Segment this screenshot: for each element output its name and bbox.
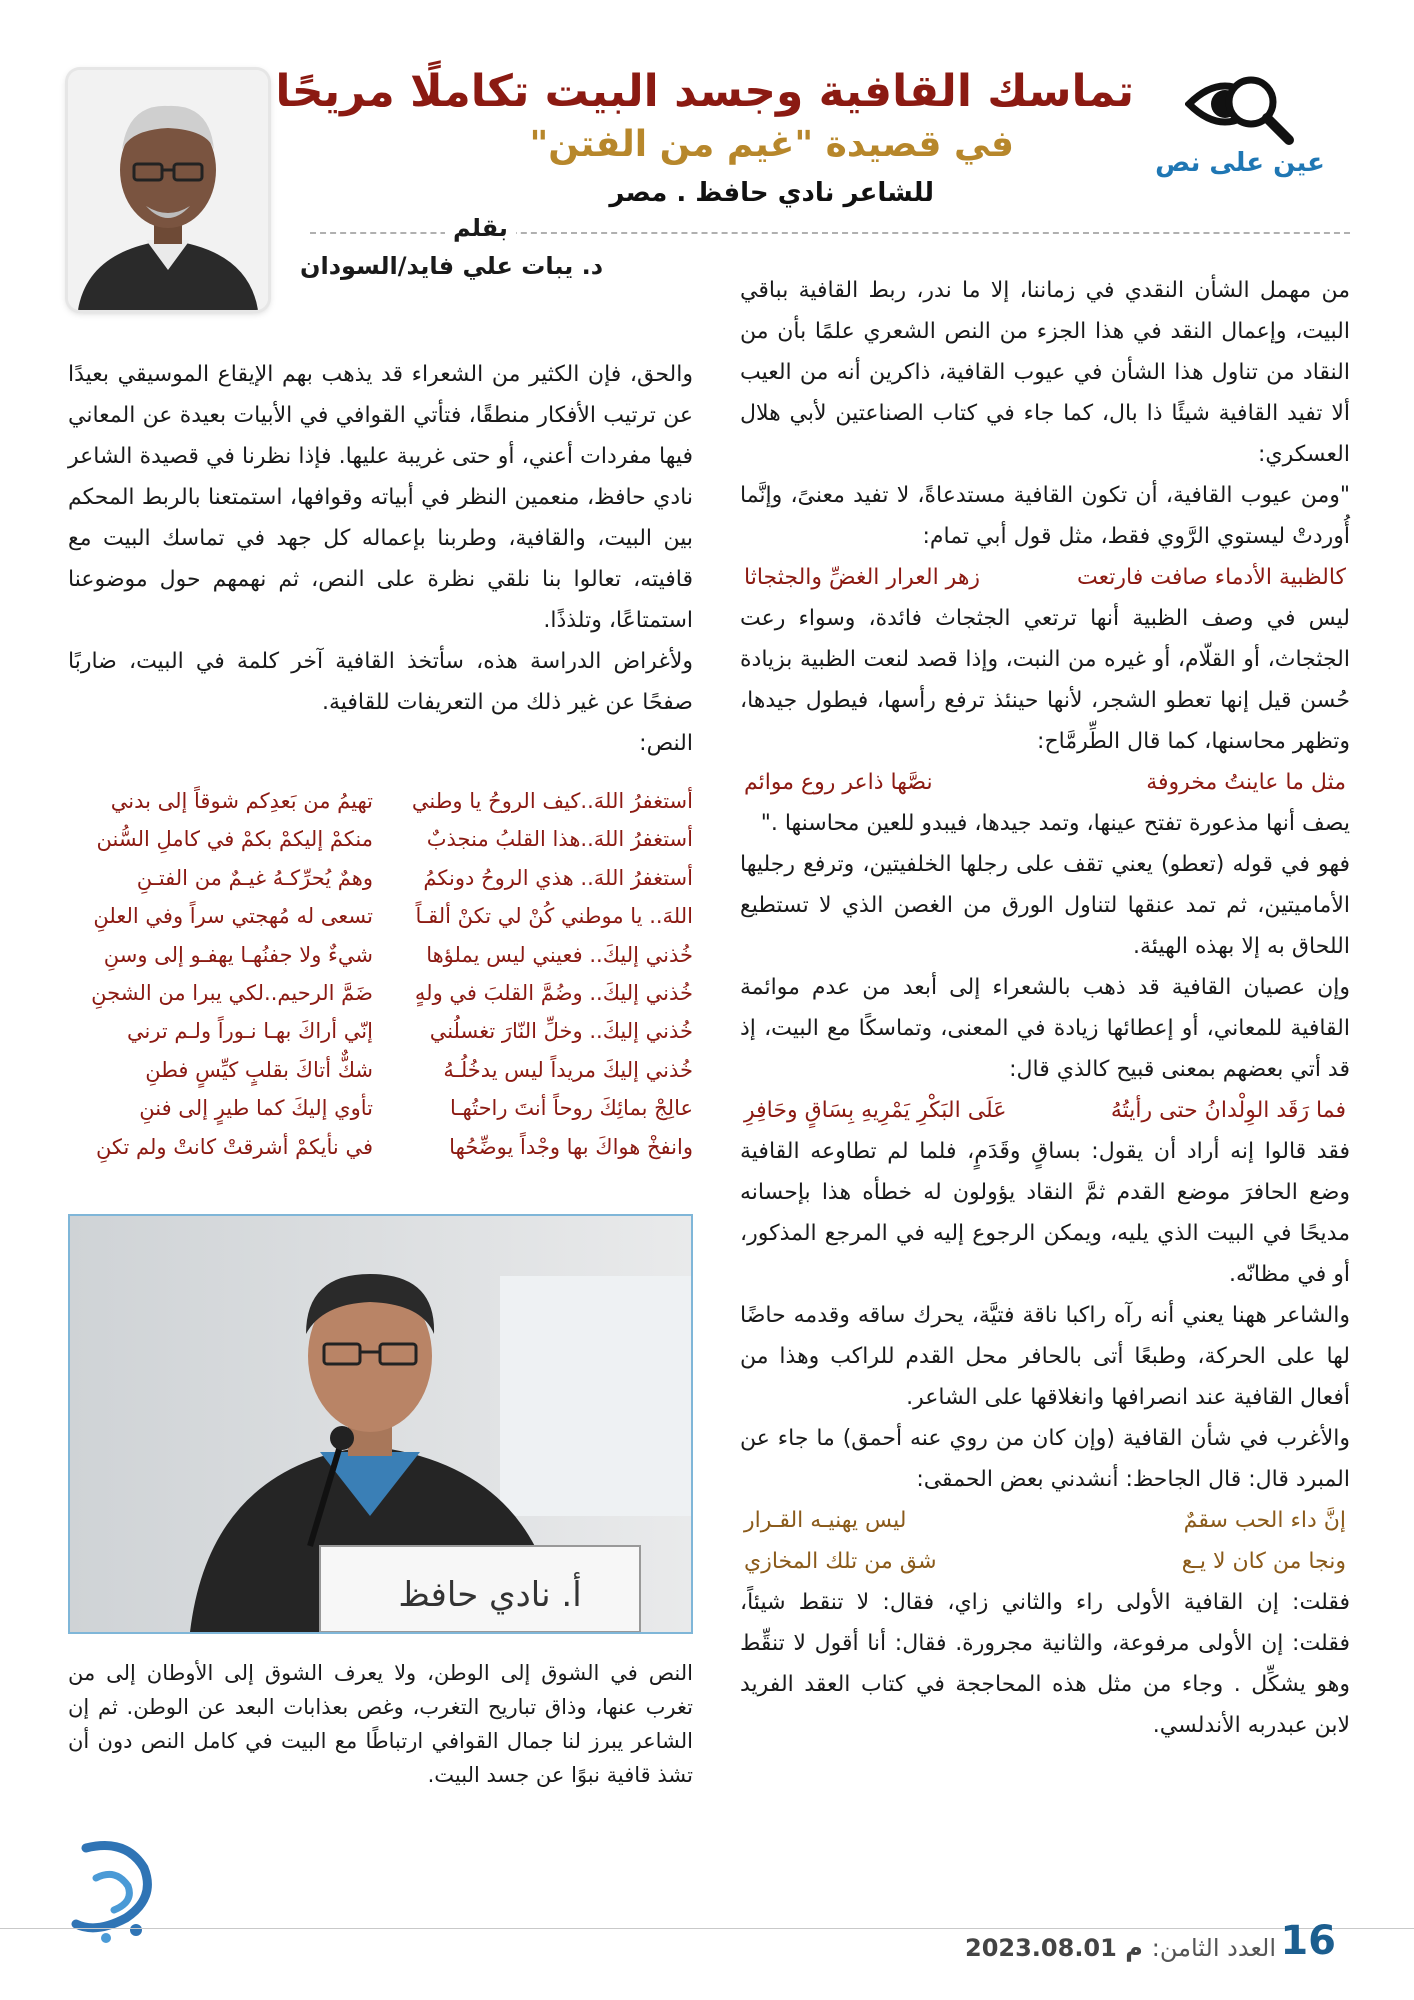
poem-row bbox=[68, 782, 693, 820]
poem-first-hemistich: خُذني إليكَ.. وخلِّ النّارَ تغسلُني bbox=[429, 1019, 693, 1044]
verse-hemistich: ونجا من كان لا يـع bbox=[1181, 1549, 1346, 1574]
poem-first-hemistich: أستغفرُ اللهَ..هذا القلبُ منجذبٌ bbox=[426, 827, 693, 852]
paragraph: والشاعر ههنا يعني أنه رآه راكبا ناقة فتيَّة، يحرك ساقه وقدمه حاضًا لها على الحركة، وطبعًا أتى بالحافر محل القدم للراكب وهذا من أفعال القافية عند انصرافها وانغلاقها على الشاعر. bbox=[740, 1303, 1350, 1410]
poem-row bbox=[68, 1051, 693, 1089]
byline-name: د. يبات علي فايد/السودان bbox=[300, 252, 604, 280]
poem-second-hemistich: منكمْ إليكمْ بكمْ في كاملِ السُّنن bbox=[96, 827, 373, 852]
verse-line bbox=[740, 762, 1350, 803]
poem-first-hemistich: اللهَ.. يا موطني كُنْ لي تكنْ ألقـاً bbox=[415, 904, 693, 929]
poet-at-microphone-illustration bbox=[70, 1216, 691, 1632]
verse-hemistich: عَلَى البَكْرِ يَمْرِيهِ بِسَاقٍ وحَافِرِ bbox=[744, 1098, 1007, 1123]
paragraph: يصف أنها مذعورة تفتح عينها، وتمد جيدها، فيبدو للعين محاسنها ." bbox=[760, 811, 1350, 836]
page-number: 16 bbox=[1280, 1918, 1336, 1964]
poet-line: للشاعر نادي حافظ . مصر bbox=[609, 178, 934, 208]
poem-first-hemistich: خُذني إليكَ مريداً ليس يدخُلُـهُ bbox=[443, 1057, 693, 1082]
poem-second-hemistich: وهمٌ يُحرِّكـهُ غيـمٌ من الفتـنِ bbox=[136, 865, 373, 890]
poem-first-hemistich: عالِجْ بمائِكَ روحاً أنتَ راحتُهـا bbox=[450, 1096, 693, 1121]
paragraph: والحق، فإن الكثير من الشعراء قد يذهب بهم الإيقاع الموسيقي بعيدًا عن ترتيب الأفكار منطقًا، فتأتي القوافي في الأبيات بعيدة عن المعاني فيها مفردات أعني، أو حتى غريبة عليها. فإذا نظرنا في قصيدة الشاعر نادي حافظ، منعمين النظر في أبياته وقوافها، استمتعنا بالربط المحكم بين البيت، والقافية، وطربنا بإعماله كل جهد في تماسك البيت مع قافيته، تعالوا بنا نلقي نظرة على النص، ثم نهمهم حول موضوعنا استمتاعًا، وتلذذًا. bbox=[68, 362, 693, 633]
awtad-logo bbox=[66, 1838, 166, 1948]
verse-hemistich: إنَّ داء الحب سقمٌ bbox=[1183, 1508, 1346, 1533]
verse-line bbox=[740, 557, 1350, 598]
verse-hemistich: مثل ما عاينتُ مخروفة bbox=[1146, 770, 1346, 795]
poem-row bbox=[68, 974, 693, 1012]
poem-second-hemistich: في نأيكمْ أشرقتْ كانتْ ولم تكنِ bbox=[95, 1134, 373, 1159]
issue-date: 2023.08.01 م bbox=[965, 1934, 1143, 1962]
paragraph: فقلت: إن القافية الأولى راء والثاني زاي، فقال: لا تنقط شيئاً، فقلت: إن الأولى مرفوعة، والثانية مجرورة. فقال: أنا أقول لا تنقِّط وهو يشكِّل . وجاء من مثل هذه المحاججة في كتاب العقد الفريد لابن عبدربه الأندلسي. bbox=[740, 1590, 1350, 1738]
verse-hemistich: نصَّها ذاعر روع موائم bbox=[744, 770, 933, 795]
poem-first-hemistich: خُذني إليكَ.. فعيني ليس يملؤها bbox=[426, 942, 693, 967]
poem-row bbox=[68, 897, 693, 935]
verse-line bbox=[740, 1500, 1350, 1541]
article-header bbox=[0, 0, 1414, 280]
poem-row bbox=[68, 820, 693, 858]
verse-hemistich: كالظبية الأدماء صافت فارتعت bbox=[1077, 565, 1346, 590]
paragraph: ولأغراض الدراسة هذه، سأتخذ القافية آخر كلمة في البيت، ضاربًا صفحًا عن غير ذلك من التعريفات للقافية. bbox=[68, 649, 693, 715]
poem-second-hemistich: شكٌّ أتاكَ بقلبٍ كيِّسٍ فطنِ bbox=[145, 1057, 373, 1082]
poem-first-hemistich: خُذني إليكَ.. وضُمَّ القلبَ في ولهٍ bbox=[414, 981, 693, 1006]
poem-first-hemistich: وانفخْ هواكَ بها وجْداً يوضِّحُها bbox=[449, 1134, 693, 1159]
poem-second-hemistich: تأوي إليكَ كما طيرٍ إلى فننِ bbox=[139, 1096, 373, 1121]
paragraph: من مهمل الشأن النقدي في زماننا، إلا ما ندر، ربط القافية بباقي البيت، وإعمال النقد في هذا الجزء من النص الشعري علمًا بأن من النقاد من تناول هذا الشأن في عيوب القافية، ذاكرين أنه من العيب ألا تفيد القافية شيئًا ذا بال، كما جاء في كتاب الصناعتين لأبي هلال العسكري: bbox=[740, 278, 1350, 467]
poem-second-hemistich: تهيمُ من بَعدِكم شوقاً إلى بدني bbox=[110, 789, 373, 813]
poem-first-hemistich: أستغفرُ اللهَ.. هذي الروحُ دونكمُ bbox=[423, 865, 693, 890]
left-column-bottom bbox=[68, 1656, 693, 1792]
poem-second-hemistich: إنّي أراكَ بهـا نـوراً ولـم ترني bbox=[126, 1019, 373, 1044]
poem-block bbox=[68, 782, 693, 1166]
paragraph: فهو في قوله (تعطو) يعني تقف على رجلها الخلفيتين، وترفع رجليها الأماميتين، ثم تمد عنقها لتناول الورق من الغصن الذي لا تستطيع اللحاق به إلا بهذه الهيئة. bbox=[740, 852, 1350, 959]
verse-hemistich: شق من تلك المخازي bbox=[744, 1549, 937, 1574]
paragraph: وإن عصيان القافية قد ذهب بالشعراء إلى أبعد من عدم موائمة القافية للمعاني، أو إعطائها زيادة في المعنى، وتماسكًا مع البيت، إذ قد أتي بعضهم بمعنى قبيح كالذي قال: bbox=[740, 975, 1350, 1082]
issue-label: العدد الثامن: bbox=[1151, 1934, 1276, 1962]
left-column-top bbox=[68, 354, 693, 764]
eye-magnifier-icon bbox=[1185, 60, 1295, 150]
article-title: تماسك القافية وجسد البيت تكاملًا مريحًا bbox=[275, 66, 1134, 117]
nameplate-text: أ. نادي حافظ bbox=[398, 1575, 582, 1615]
verse-hemistich: فما رَقَد الوِلْدانُ حتى رأيتُهُ bbox=[1110, 1098, 1346, 1123]
poem-second-hemistich: شيءٌ ولا جفنُهـا يهفـو إلى وسنِ bbox=[103, 942, 373, 967]
poet-photo bbox=[68, 1214, 693, 1634]
verse-line bbox=[740, 1541, 1350, 1582]
author-portrait-illustration bbox=[68, 70, 268, 310]
byline-label: بقلم bbox=[445, 214, 516, 242]
poem-first-hemistich: أستغفرُ اللهَ..كيف الروحُ يا وطني bbox=[411, 789, 693, 813]
author-photo bbox=[68, 70, 268, 310]
article-subtitle: في قصيدة "غيم من الفتن" bbox=[529, 124, 1014, 165]
section-caption: عين على نص bbox=[1155, 148, 1325, 178]
footer-divider bbox=[0, 1928, 1414, 1929]
poem-second-hemistich: تسعى له مُهجتي سراً وفي العلنِ bbox=[93, 904, 373, 929]
poem-row bbox=[68, 1128, 693, 1166]
paragraph: والأغرب في شأن القافية (وإن كان من روي عنه أحمق) ما جاء عن المبرد قال: قال الجاحظ: أنشدني بعض الحمقى: bbox=[740, 1426, 1350, 1492]
paragraph: ليس في وصف الظبية أنها ترتعي الجثجاث فائدة، وسواء رعت الجثجاث، أو القلّام، أو غيره من النبت، وإذا قصد لنعت الظبية بزيادة حُسن قيل إنها تعطو الشجر، لأنها حينئذ ترفع رأسها، فيطول جيدها، وتظهر محاسنها، كما قال الطِّرمَّاح: bbox=[740, 606, 1350, 754]
poem-row bbox=[68, 859, 693, 897]
poem-second-hemistich: ضَمَّ الرحيم..لكي يبرا من الشجنِ bbox=[91, 981, 373, 1006]
poem-row bbox=[68, 1012, 693, 1050]
paragraph: "ومن عيوب القافية، أن تكون القافية مستدعاةً، لا تفيد معنىً، وإنَّما أُوردتْ ليستوي الرَّوي فقط، مثل قول أبي تمام: bbox=[740, 483, 1350, 549]
verse-hemistich: ليس يهنيـه القـرار bbox=[744, 1508, 907, 1533]
poem-row bbox=[68, 1089, 693, 1127]
poem-row bbox=[68, 936, 693, 974]
paragraph: فقد قالوا إنه أراد أن يقول: بساقٍ وقَدَمٍ، فلما لم تطاوعه القافية وضع الحافرَ موضع القدم ثمَّ النقاد يؤولون له خطأه هذا بإحسانه مديحًا في البيت الذي يليه، ويمكن الرجوع إليه في المرجع المذكور، أو في مظانّه. bbox=[740, 1139, 1350, 1287]
right-column bbox=[740, 270, 1350, 1746]
paragraph: النص في الشوق إلى الوطن، ولا يعرف الشوق إلى الأوطان إلى من تغرب عنها، وذاق تباريح التغرب، وغص بعذابات البعد عن الوطن. ثم إن الشاعر يبرز لنا جمال القوافي ارتباطًا مع البيت في كامل النص دون أن تشذ قافية نبوًا عن جسد البيت. bbox=[68, 1661, 693, 1787]
verse-line bbox=[740, 1090, 1350, 1131]
paragraph: النص: bbox=[639, 731, 693, 756]
verse-hemistich: زهر العرار الغضِّ والجثجاثا bbox=[744, 565, 981, 590]
